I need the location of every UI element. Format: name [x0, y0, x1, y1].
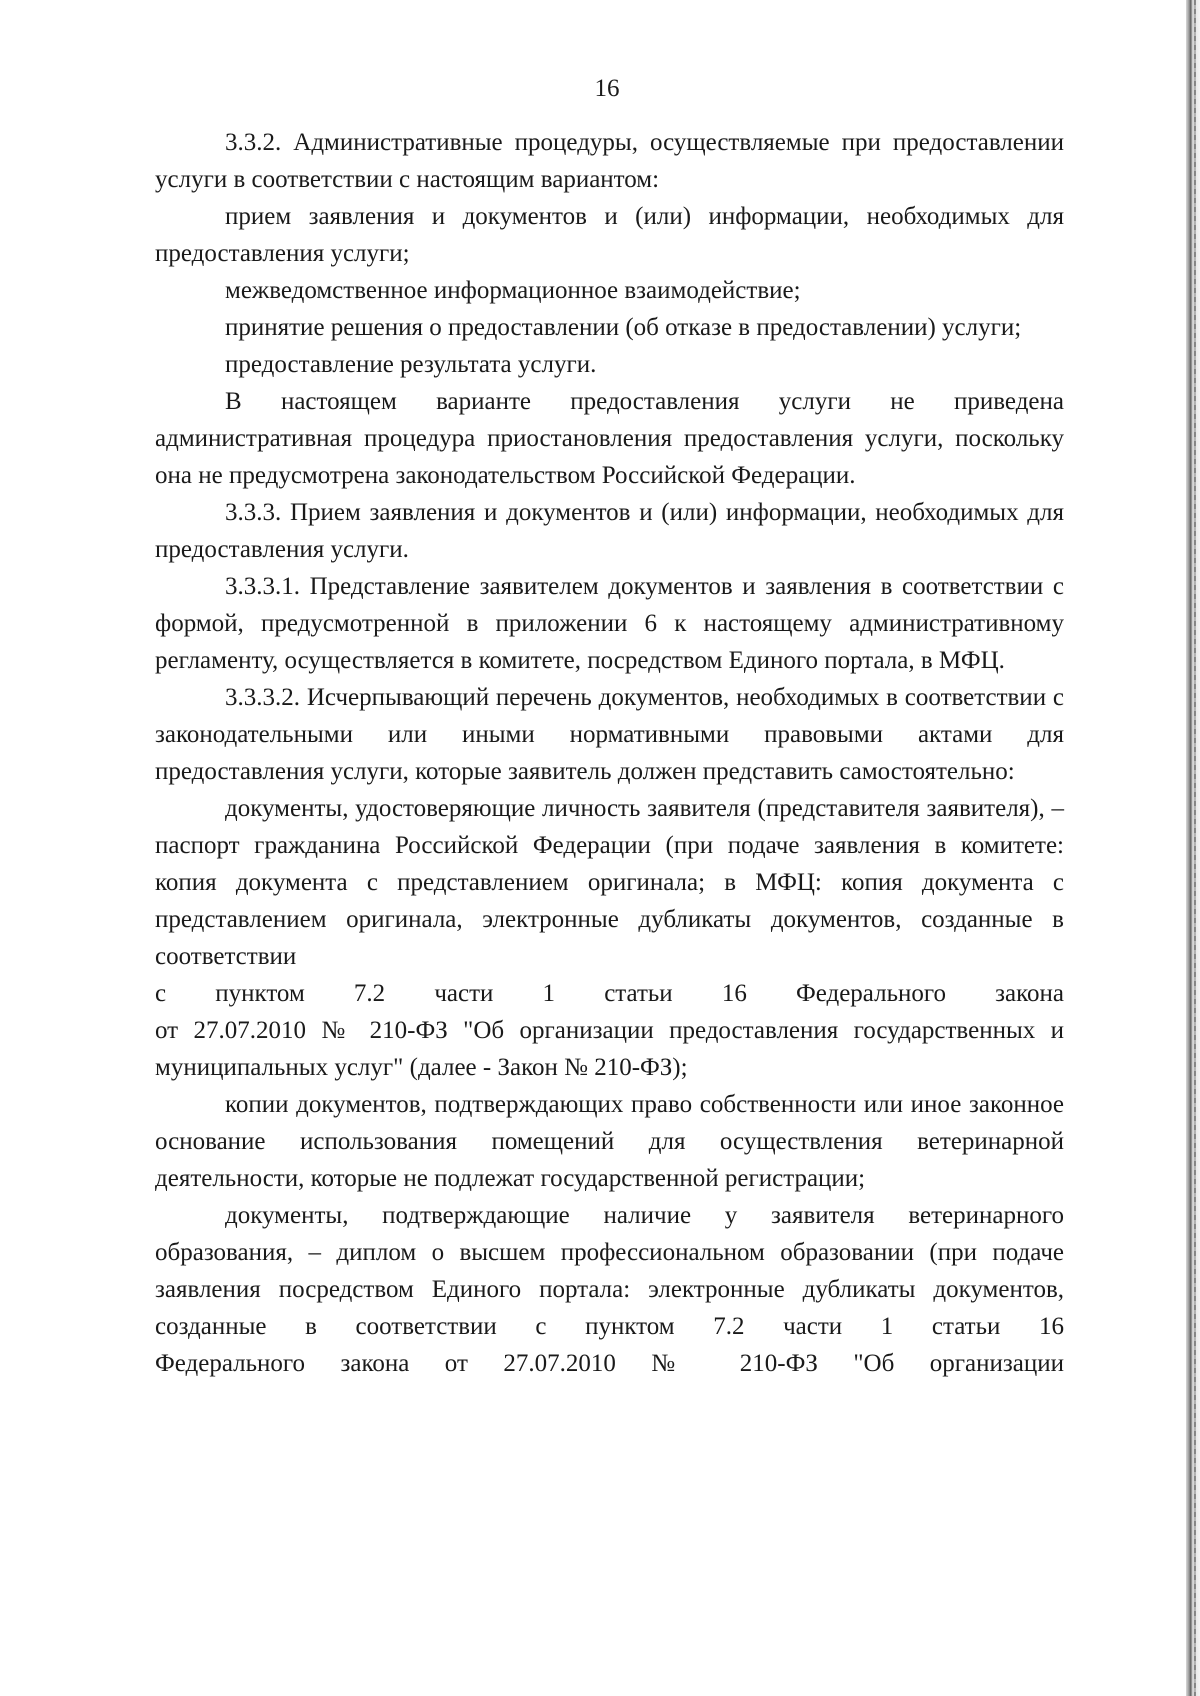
paragraph-item-receipt: прием заявления и документов и (или) информации, необходимых для предоставления услуги;: [155, 203, 1064, 267]
document-body: [155, 124, 1064, 1382]
paragraph-property-documents: копии документов, подтверждающих право собственности или иное законное основание использования помещений для осуществления ветеринарной деятельности, которые не подлежат государственной регистрации;: [155, 1091, 1064, 1192]
paragraph-item-interagency: межведомственное информационное взаимодействие;: [225, 277, 801, 304]
paragraph-3-3-3-1: 3.3.3.1. Представление заявителем документов и заявления в соответствии с формой, предусмотренной в приложении 6 к настоящему административному регламенту, осуществляется в комитете, посредством Единого портала, в МФЦ.: [155, 573, 1064, 674]
paragraph-item-decision: принятие решения о предоставлении (об отказе в предоставлении) услуги;: [225, 314, 1022, 341]
paragraph-item-result: предоставление результата услуги.: [225, 351, 597, 378]
paragraph-3-3-2: 3.3.2. Административные процедуры, осуществляемые при предоставлении услуги в соответствии с настоящим вариантом:: [155, 129, 1064, 193]
paragraph-suspension-note: В настоящем варианте предоставления услуги не приведена административная процедура приостановления предоставления услуги, поскольку она не предусмотрена законодательством Российской Федерации.: [155, 388, 1064, 489]
scan-edge-shadow: [1186, 0, 1200, 1696]
paragraph-3-3-3-2: 3.3.3.2. Исчерпывающий перечень документов, необходимых в соответствии с законодательными или иными нормативными правовыми актами для предоставления услуги, которые заявитель должен представить самостоятельно:: [155, 684, 1064, 785]
paragraph-identity-documents-line: с пунктом 7.2 части 1 статьи 16 Федерального закона: [155, 980, 1064, 1007]
paragraph-identity-documents: документы, удостоверяющие личность заявителя (представителя заявителя), – паспорт гражданина Российской Федерации (при подаче заявления в комитете: копия документа с представлением оригинала; в МФЦ: копия документа с представлением оригинала, электронные дубликаты документов, созданные в соответствии: [155, 795, 1064, 970]
paragraph-3-3-3: 3.3.3. Прием заявления и документов и (или) информации, необходимых для предоставления услуги.: [155, 499, 1064, 563]
paragraph-identity-documents-cont: от 27.07.2010 № 210-ФЗ "Об организации предоставления государственных и муниципальных услуг" (далее - Закон № 210-ФЗ);: [155, 1017, 1064, 1081]
page-number: 16: [594, 75, 620, 102]
paragraph-education-documents-cont: Федерального закона от 27.07.2010 № 210-ФЗ "Об организации: [155, 1350, 1064, 1377]
scan-edge-noise: [1194, 0, 1196, 1696]
paragraph-education-documents: документы, подтверждающие наличие у заявителя ветеринарного образования, – диплом о высшем профессиональном образовании (при подаче заявления посредством Единого портала: электронные дубликаты документов, созданные в соответствии с пунктом 7.2 части 1 статьи 16: [155, 1202, 1064, 1340]
